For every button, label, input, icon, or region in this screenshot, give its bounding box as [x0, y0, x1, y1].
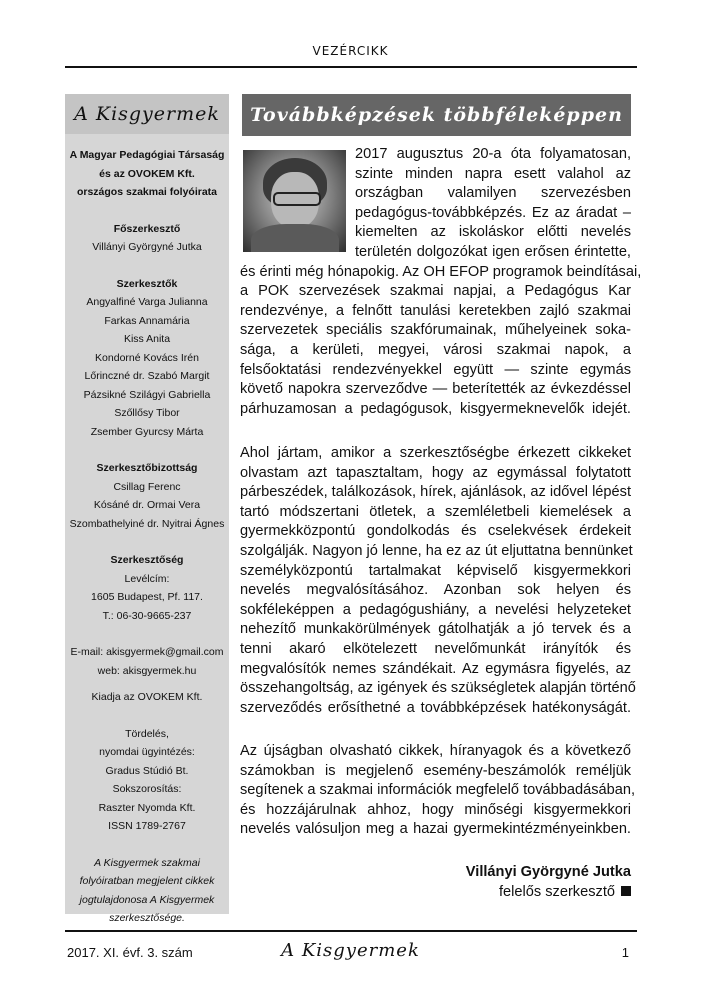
- copyright-line: A Kisgyermek szakmai: [94, 856, 200, 869]
- masthead-intro-line: és az OVOKEM Kft.: [99, 167, 195, 180]
- signature: [240, 862, 631, 902]
- end-mark-icon: [621, 886, 631, 896]
- issn-line: ISSN 1789-2767: [108, 820, 186, 832]
- article-line: olvastam azt tapasztaltam, hogy az egymással folytatott: [240, 464, 631, 481]
- editor-name: Lőrinczné dr. Szabó Margit: [84, 370, 210, 382]
- section-label: VEZÉRCIKK: [312, 44, 389, 58]
- article-line: szervezetek speciális szakfórumainak, műhelyeinek soka-: [240, 322, 631, 339]
- editor-in-chief-heading: Főszerkesztő: [113, 222, 181, 235]
- article-line: országban valamilyen szervezésben: [355, 185, 631, 202]
- article-line: összehangoltság, az igények és szükségletek alapján történő: [240, 680, 636, 697]
- office-line: 1605 Budapest, Pf. 117.: [91, 591, 203, 603]
- board-member: Kósáné dr. Ormai Vera: [93, 499, 201, 511]
- production-line: Raszter Nyomda Kft.: [98, 801, 196, 814]
- article-line: szinte minden napra esett valahol az: [355, 165, 631, 182]
- article-line: számokban is megjelenő esemény-beszámolók reméljük: [240, 762, 631, 779]
- article-line: tenni akaró elkötelezett nevelőmunkát irányítók és: [240, 641, 631, 657]
- copyright-line: szerkesztősége.: [109, 912, 185, 924]
- article-line: 2017 augusztus 20-a óta folyamatosan,: [355, 146, 631, 162]
- article-line: követő napokra szerveződve — beterítették az évkezdéssel: [240, 381, 631, 398]
- article-line: felsőoktatási rendezvényekkel együtt — szinte egymás: [240, 361, 631, 378]
- article-line: Az újságban olvasható cikkek, híranyagok és a következő: [240, 743, 631, 759]
- masthead-intro-line: országos szakmai folyóirata: [76, 186, 218, 198]
- board-heading: Szerkesztőbizottság: [96, 462, 198, 474]
- article-line: és hozzájárulnak ahhoz, hogy minőségi kisgyermekkori: [240, 801, 631, 818]
- article-title: Továbbképzések többféleképpen: [242, 94, 631, 136]
- board-member: Csillag Ferenc: [113, 480, 181, 493]
- production-line: Gradus Stúdió Bt.: [105, 764, 189, 777]
- article-line: segítenek a szakmai információk megfelelő továbbadásában,: [240, 782, 636, 799]
- editor-name: Angyalfiné Varga Julianna: [86, 296, 208, 308]
- article-line: személyközpontú tartalmakat képviselő kisgyermekkori: [240, 562, 631, 579]
- signature-role: felelős szerkesztő: [499, 884, 615, 900]
- publisher-line: Kiadja az OVOKEM Kft.: [91, 691, 203, 703]
- article-line: szolgálják. Nagyon jó lenne, ha ez az út eljuttatna bennünket: [240, 543, 633, 559]
- footer-magazine: A Kisgyermek: [281, 940, 420, 961]
- masthead-sidebar: [65, 94, 229, 924]
- editor-name: Szőllősy Tibor: [114, 407, 180, 419]
- article-line: gyermekközpontú gondolkodás és cselekvések érdekeit: [240, 523, 631, 540]
- board-member: Szombathelyiné dr. Nyitrai Ágnes: [69, 517, 225, 530]
- editor-name: Kondorné Kovács Irén: [95, 351, 199, 364]
- office-line: Levélcím:: [124, 572, 170, 585]
- footer-issue: 2017. XI. évf. 3. szám: [67, 945, 193, 960]
- masthead-intro-line: A Magyar Pedagógiai Társaság: [69, 149, 225, 161]
- copyright-line: folyóiratban megjelent cikkek: [79, 875, 215, 887]
- office-heading: Szerkesztőség: [110, 554, 184, 566]
- copyright-line: jogtulajdonosa A Kisgyermek: [79, 893, 215, 906]
- article-line: területén dolgozókat igen erősen érintette,: [355, 244, 631, 260]
- office-phone: T.: 06-30-9665-237: [102, 609, 192, 622]
- article-line: párhuzamosan a pedagógusok, kisgyermeknevelők idejét.: [240, 400, 631, 417]
- article-line: megvalósítók nemes szándékait. Az egymásra figyelés, az: [240, 660, 631, 677]
- top-rule: [65, 66, 637, 68]
- bottom-rule: [65, 930, 637, 932]
- article-line: és érinti még hónapokig. Az OH EFOP programok beindításai,: [240, 263, 642, 280]
- editor-name: Kiss Anita: [123, 333, 171, 345]
- article-line: párbeszédek, találkozások, hírek, ajánlások, az idővel lépést: [240, 484, 632, 501]
- signature-name: Villányi Györgyné Jutka: [465, 864, 631, 880]
- editors-heading: Szerkesztők: [116, 277, 178, 290]
- author-photo: [243, 150, 346, 252]
- contact-web: web: akisgyermek.hu: [97, 664, 197, 677]
- editor-name: Pázsikné Szilágyi Gabriella: [83, 388, 211, 401]
- sidebar-title: A Kisgyermek: [65, 94, 229, 134]
- article-line: szerveződés erősíthetné a továbbképzések hatékonyságát.: [240, 699, 631, 716]
- editor-in-chief-name: Villányi Györgyné Jutka: [92, 241, 202, 253]
- article-line: Ahol jártam, amikor a szerkesztőségbe érkezett cikkeket: [240, 445, 631, 461]
- editor-name: Zsember Gyurcsy Márta: [90, 425, 204, 438]
- article-line: sokféleképpen a pedagógushiány, a nevelési helyzeteket: [240, 601, 631, 618]
- article-line: tartó módszertani ötletek, a szemléletbeli kiemelések a: [240, 503, 631, 520]
- article-line: kiemelten az iskoláskor előtti nevelés: [355, 224, 631, 241]
- production-line: nyomdai ügyintézés:: [99, 746, 195, 758]
- article-line: rendezvénye, a felnőtt tanulási keretekben zajló szakmai: [240, 302, 631, 319]
- contact-email: E-mail: akisgyermek@gmail.com: [70, 646, 224, 658]
- production-line: Sokszorosítás:: [112, 783, 182, 795]
- article-line: nevelés megvalósításához. Azonban sok helyen és: [240, 582, 631, 599]
- article-line: nehezítő munkakörülmények gátolhatják a jó tervek és a: [240, 621, 631, 638]
- article-line: nevelés valósuljon meg a hazai gyermekintézményeinkben.: [240, 821, 631, 838]
- article-line: sága, a kerületi, megyei, városi szakmai napok, a: [240, 342, 631, 358]
- masthead-content: [65, 134, 229, 928]
- page-number: 1: [621, 945, 629, 960]
- editor-name: Farkas Annamária: [104, 314, 190, 327]
- signature-role-line: [240, 882, 631, 902]
- article-line: pedagógus-továbbképzés. Ez az áradat –: [355, 204, 631, 221]
- article-line: a POK szervezések szakmai napjai, a Pedagógus Kar: [240, 283, 631, 300]
- production-line: Tördelés,: [125, 727, 169, 740]
